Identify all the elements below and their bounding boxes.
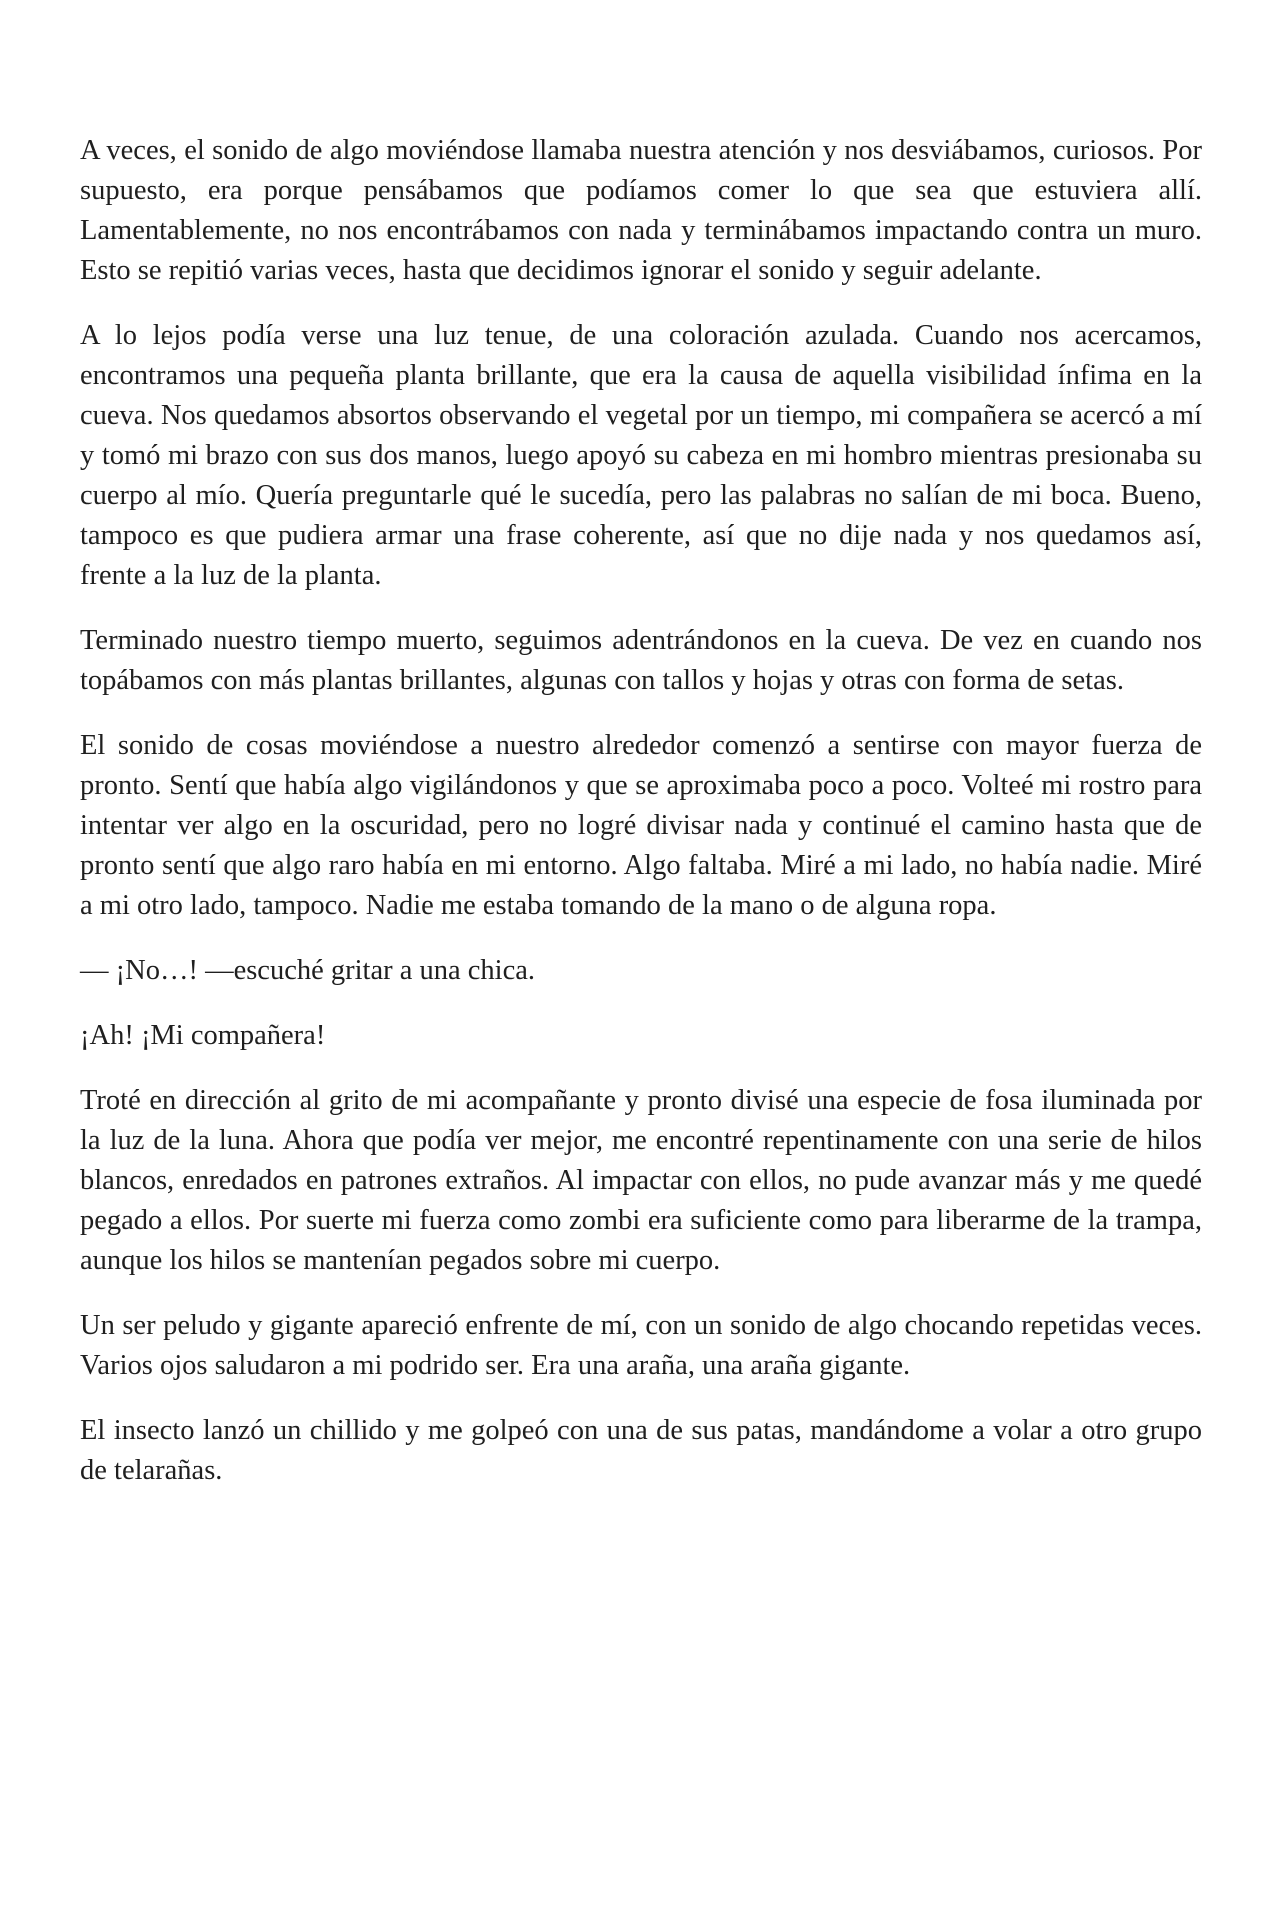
dialogue-line: — ¡No…! —escuché gritar a una chica.: [80, 955, 536, 986]
dialogue-line: ¡Ah! ¡Mi compañera!: [80, 1020, 326, 1051]
paragraph: A lo lejos podía verse una luz tenue, de una coloración azulada. Cuando nos acercamos, encontramos una pequeña planta brillante, que era la causa de aquella visibilidad ínfima en la cueva. Nos quedamos absortos observando el vegetal por un tiempo, mi compañera se acercó a mí y tomó mi brazo con sus dos manos, luego apoyó su cabeza en mi hombro mientras presionaba su cuerpo al mío. Quería preguntarle qué le sucedía, pero las palabras no salían de mi boca. Bueno, tampoco es que pudiera armar una frase coherente, así que no dije nada y nos quedamos así, frente a la luz de la planta.: [80, 320, 1202, 591]
paragraph: A veces, el sonido de algo moviéndose llamaba nuestra atención y nos desviábamos, curiosos. Por supuesto, era porque pensábamos que podíamos comer lo que sea que estuviera allí. Lamentablemente, no nos encontrábamos con nada y terminábamos impactando contra un muro. Esto se repitió varias veces, hasta que decidimos ignorar el sonido y seguir adelante.: [80, 135, 1202, 286]
paragraph: Terminado nuestro tiempo muerto, seguimos adentrándonos en la cueva. De vez en cuando nos topábamos con más plantas brillantes, algunas con tallos y hojas y otras con forma de setas.: [80, 625, 1202, 696]
paragraph: Un ser peludo y gigante apareció enfrente de mí, con un sonido de algo chocando repetidas veces. Varios ojos saludaron a mi podrido ser. Era una araña, una araña gigante.: [80, 1310, 1202, 1381]
paragraph: El sonido de cosas moviéndose a nuestro alrededor comenzó a sentirse con mayor fuerza de pronto. Sentí que había algo vigilándonos y que se aproximaba poco a poco. Volteé mi rostro para intentar ver algo en la oscuridad, pero no logré divisar nada y continué el camino hasta que de pronto sentí que algo raro había en mi entorno. Algo faltaba. Miré a mi lado, no había nadie. Miré a mi otro lado, tampoco. Nadie me estaba tomando de la mano o de alguna ropa.: [80, 730, 1202, 921]
document-page: [80, 131, 1202, 1516]
paragraph: El insecto lanzó un chillido y me golpeó con una de sus patas, mandándome a volar a otro grupo de telarañas.: [80, 1415, 1202, 1486]
paragraph: Troté en dirección al grito de mi acompañante y pronto divisé una especie de fosa iluminada por la luz de la luna. Ahora que podía ver mejor, me encontré repentinamente con una serie de hilos blancos, enredados en patrones extraños. Al impactar con ellos, no pude avanzar más y me quedé pegado a ellos. Por suerte mi fuerza como zombi era suficiente como para liberarme de la trampa, aunque los hilos se mantenían pegados sobre mi cuerpo.: [80, 1085, 1202, 1276]
